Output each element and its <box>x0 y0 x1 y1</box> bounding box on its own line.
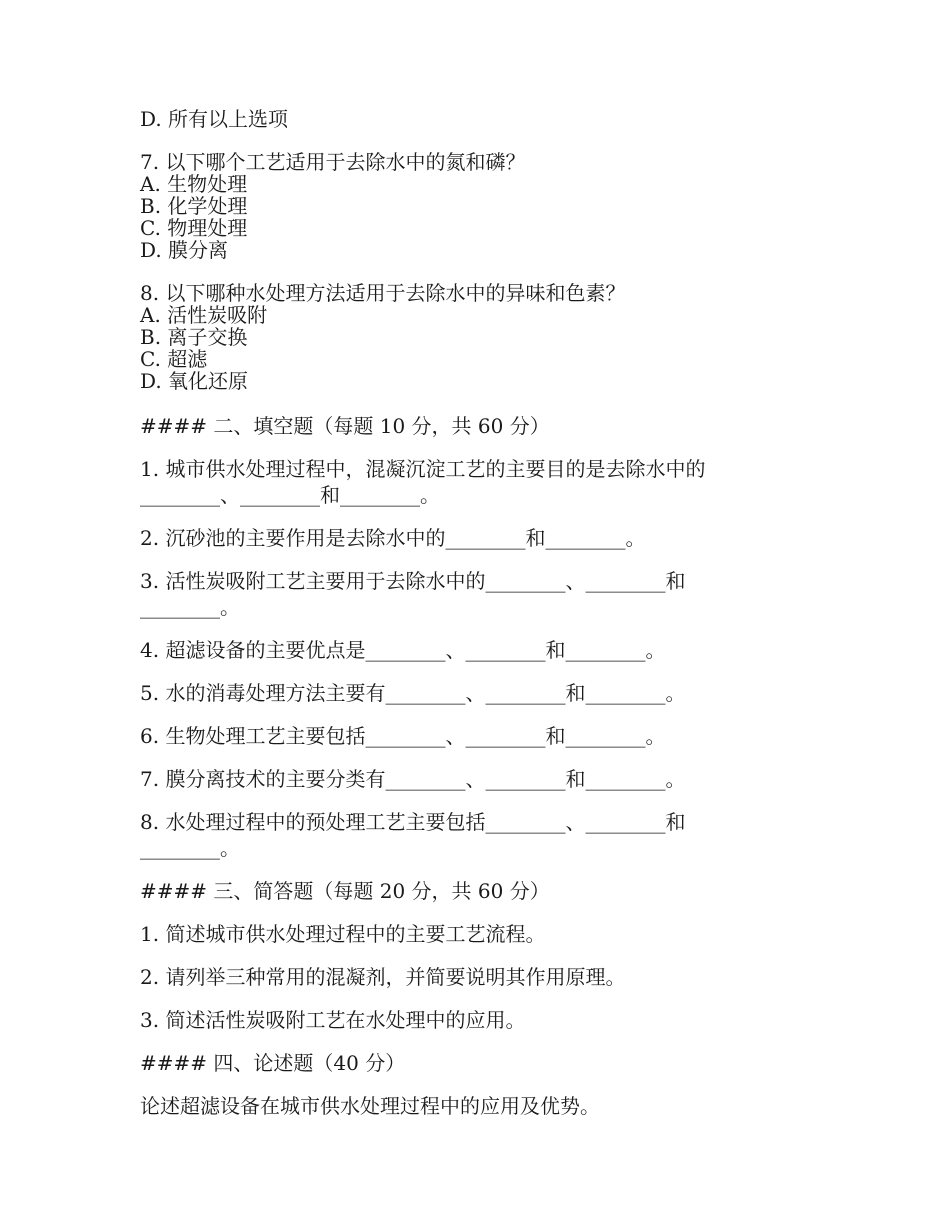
item-text-cont: ________。 <box>140 836 240 860</box>
item-text: 8. 水处理过程中的预处理工艺主要包括________、________和 <box>140 810 686 834</box>
item-text-cont: ________、________和________。 <box>140 483 440 507</box>
item-text: 1. 城市供水处理过程中，混凝沉淀工艺的主要目的是去除水中的 <box>140 457 706 481</box>
item-text: 4. 超滤设备的主要优点是________、________和________。 <box>140 638 666 662</box>
option-a: A. 生物处理 <box>140 172 248 196</box>
section-heading-short-answer: #### 三、简答题（每题 20 分，共 60 分） <box>140 879 550 903</box>
fill-in-item <box>140 723 820 749</box>
item-text: 3. 活性炭吸附工艺主要用于去除水中的________、________和 <box>140 569 686 593</box>
option-a: A. 活性炭吸附 <box>140 303 268 327</box>
fill-in-item <box>140 525 820 551</box>
option-d: D. 氧化还原 <box>140 369 249 393</box>
fill-in-item <box>140 766 820 792</box>
item-text: 7. 膜分离技术的主要分类有________、________和________。 <box>140 767 686 791</box>
option-b: B. 离子交换 <box>140 325 248 349</box>
item-text: 6. 生物处理工艺主要包括________、________和________。 <box>140 724 666 748</box>
option-d: D. 膜分离 <box>140 238 229 262</box>
question-stem: 7. 以下哪个工艺适用于去除水中的氮和磷？ <box>140 150 526 174</box>
question-8 <box>140 282 820 392</box>
prev-question-option-d: D. 所有以上选项 <box>140 107 289 131</box>
option-b: B. 化学处理 <box>140 194 248 218</box>
fill-in-item <box>140 568 820 620</box>
question-7 <box>140 151 820 261</box>
short-answer-item: 2. 请列举三种常用的混凝剂，并简要说明其作用原理。 <box>140 965 626 989</box>
fill-in-item <box>140 680 820 706</box>
essay-question: 论述超滤设备在城市供水处理过程中的应用及优势。 <box>140 1094 600 1118</box>
option-c: C. 超滤 <box>140 347 208 371</box>
fill-in-item <box>140 637 820 663</box>
option-c: C. 物理处理 <box>140 216 248 240</box>
section-heading-essay: #### 四、论述题（40 分） <box>140 1051 406 1075</box>
fill-in-item <box>140 456 820 508</box>
document-page <box>140 108 820 1136</box>
question-stem: 8. 以下哪种水处理方法适用于去除水中的异味和色素？ <box>140 281 626 305</box>
item-text-cont: ________。 <box>140 595 240 619</box>
short-answer-item: 1. 简述城市供水处理过程中的主要工艺流程。 <box>140 922 546 946</box>
fill-in-item <box>140 809 820 861</box>
item-text: 5. 水的消毒处理方法主要有________、________和________。 <box>140 681 686 705</box>
section-heading-fill-in: #### 二、填空题（每题 10 分，共 60 分） <box>140 414 550 438</box>
short-answer-item: 3. 简述活性炭吸附工艺在水处理中的应用。 <box>140 1008 526 1032</box>
item-text: 2. 沉砂池的主要作用是去除水中的________和________。 <box>140 526 646 550</box>
